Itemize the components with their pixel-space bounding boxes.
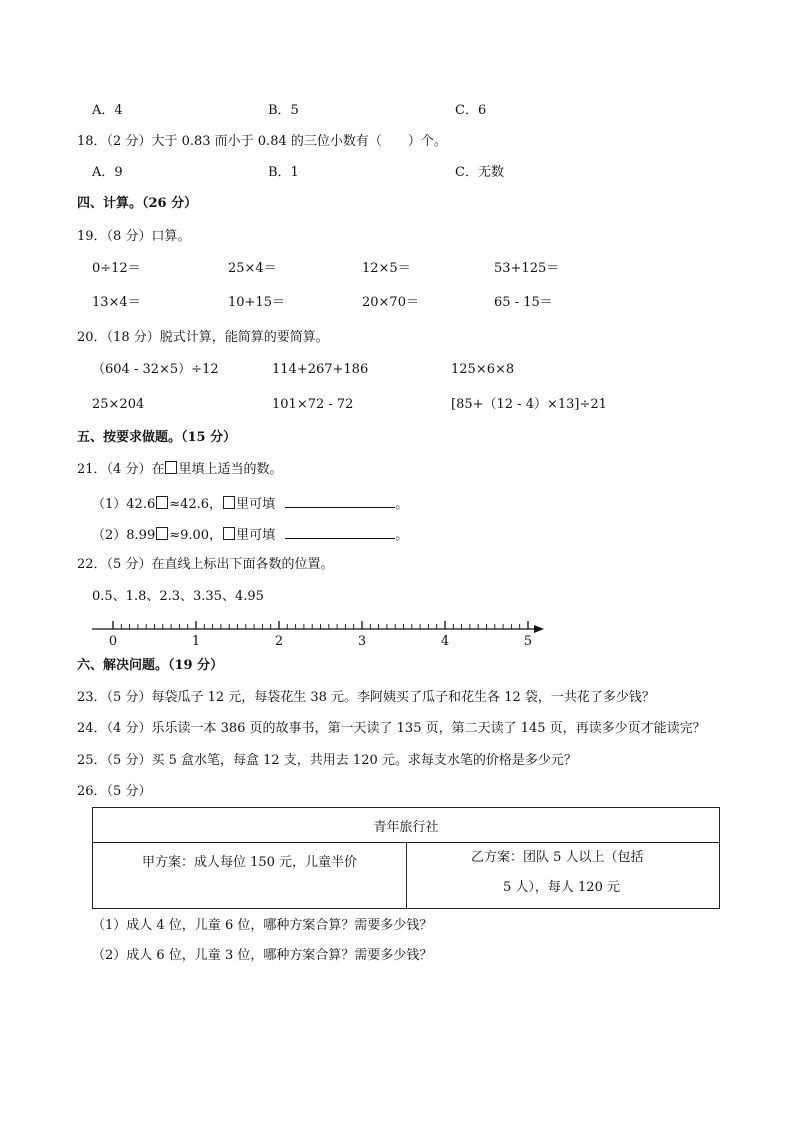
q21-part-1 xyxy=(92,493,408,514)
q21-stem-post: 里填上适当的数。 xyxy=(178,462,283,477)
q20-item: 101×72 - 72 xyxy=(272,397,354,412)
q19-item: 53+125＝ xyxy=(494,261,560,276)
plan-b-line-1: 乙方案：团队 5 人以上（包括 xyxy=(471,850,644,865)
q19-item: 65 - 15＝ xyxy=(494,295,553,310)
q21-part-2-mid: ≈9.00， xyxy=(169,528,223,543)
q21-part-1-pre: （1）42.6 xyxy=(92,497,156,512)
q20-item: 114+267+186 xyxy=(272,362,369,377)
tick-label: 0 xyxy=(108,634,118,649)
q24-text: 24．（4 分）乐乐读一本 386 页的故事书，第一天读了 135 页，第二天读了 145 页，再读多少页才能读完？ xyxy=(77,721,706,736)
q17-option-a: A．4 xyxy=(92,103,123,118)
q21-part-1-mid: ≈42.6， xyxy=(169,497,223,512)
q18-stem: 18．（2 分）大于 0.83 而小于 0.84 的三位小数有（ ）个。 xyxy=(77,134,447,149)
q20-item: （604 - 32×5）÷12 xyxy=(92,362,219,377)
q26-sub-1: （1）成人 4 位，儿童 6 位，哪种方案合算？需要多少钱？ xyxy=(92,918,433,933)
arrow-head-icon xyxy=(534,625,544,633)
tick-label: 1 xyxy=(191,634,201,649)
tick-label: 2 xyxy=(274,634,284,649)
number-line[interactable] xyxy=(88,614,548,650)
q25-text: 25．（5 分）买 5 盒水笔，每盒 12 支，共用去 120 元。求每支水笔的价格是多少元？ xyxy=(77,753,577,768)
q20-item: 125×6×8 xyxy=(451,362,515,377)
q20-item: 25×204 xyxy=(92,397,145,412)
plan-b-cell xyxy=(407,843,720,909)
plan-a-cell: 甲方案：成人每位 150 元，儿童半价 xyxy=(93,843,407,909)
q22-numbers: 0.5、1.8、2.3、3.35、4.95 xyxy=(92,589,264,604)
q19-item: 20×70＝ xyxy=(362,295,419,310)
q21-part-1-post: 里可填 xyxy=(236,497,276,512)
q17-option-c: C．6 xyxy=(455,103,487,118)
answer-blank[interactable] xyxy=(285,524,395,539)
blank-box-icon xyxy=(156,527,168,540)
tick-label: 3 xyxy=(357,634,367,649)
q18-option-b: B．1 xyxy=(268,165,299,180)
section-5-heading: 五、按要求做题。（15 分） xyxy=(77,430,237,445)
blank-box-icon xyxy=(156,496,168,509)
q19-item: 10+15＝ xyxy=(228,295,285,310)
q21-stem-pre: 21．（4 分）在 xyxy=(77,462,165,477)
period: 。 xyxy=(395,497,409,512)
plan-table xyxy=(92,807,720,909)
tick-label: 5 xyxy=(523,634,533,649)
q19-item: 25×4＝ xyxy=(228,261,277,276)
q21-part-2 xyxy=(92,524,408,545)
q26-sub-2: （2）成人 6 位，儿童 3 位，哪种方案合算？需要多少钱？ xyxy=(92,948,433,963)
plan-b-line-2: 5 人），每人 120 元 xyxy=(503,880,620,895)
q23-text: 23．（5 分）每袋瓜子 12 元，每袋花生 38 元。李阿姨买了瓜子和花生各 12 袋，一共花了多少钱？ xyxy=(77,690,655,705)
section-6-heading: 六、解决问题。（19 分） xyxy=(77,658,224,673)
q21-stem xyxy=(77,461,282,479)
q21-part-2-post: 里可填 xyxy=(236,528,276,543)
blank-box-icon xyxy=(223,527,235,540)
q22-stem: 22．（5 分）在直线上标出下面各数的位置。 xyxy=(77,557,334,572)
q18-option-a: A．9 xyxy=(92,165,123,180)
answer-blank[interactable] xyxy=(285,493,395,508)
plan-table-title: 青年旅行社 xyxy=(93,808,720,843)
q19-item: 0÷12＝ xyxy=(92,261,141,276)
blank-box-icon xyxy=(223,496,235,509)
q19-item: 12×5＝ xyxy=(362,261,411,276)
blank-box-icon xyxy=(165,461,177,474)
q21-part-2-pre: （2）8.99 xyxy=(92,528,156,543)
tick-label: 4 xyxy=(440,634,450,649)
q19-stem: 19．（8 分）口算。 xyxy=(77,229,191,244)
q20-item: [85+（12 - 4）×13]÷21 xyxy=(451,397,607,412)
q17-option-b: B．5 xyxy=(268,103,299,118)
section-4-heading: 四、计算。（26 分） xyxy=(77,196,198,211)
q18-option-c: C．无数 xyxy=(455,165,504,180)
q19-item: 13×4＝ xyxy=(92,295,141,310)
q20-stem: 20．（18 分）脱式计算，能简算的要简算。 xyxy=(77,330,329,345)
q26-stem: 26．（5 分） xyxy=(77,784,152,799)
period: 。 xyxy=(395,528,409,543)
